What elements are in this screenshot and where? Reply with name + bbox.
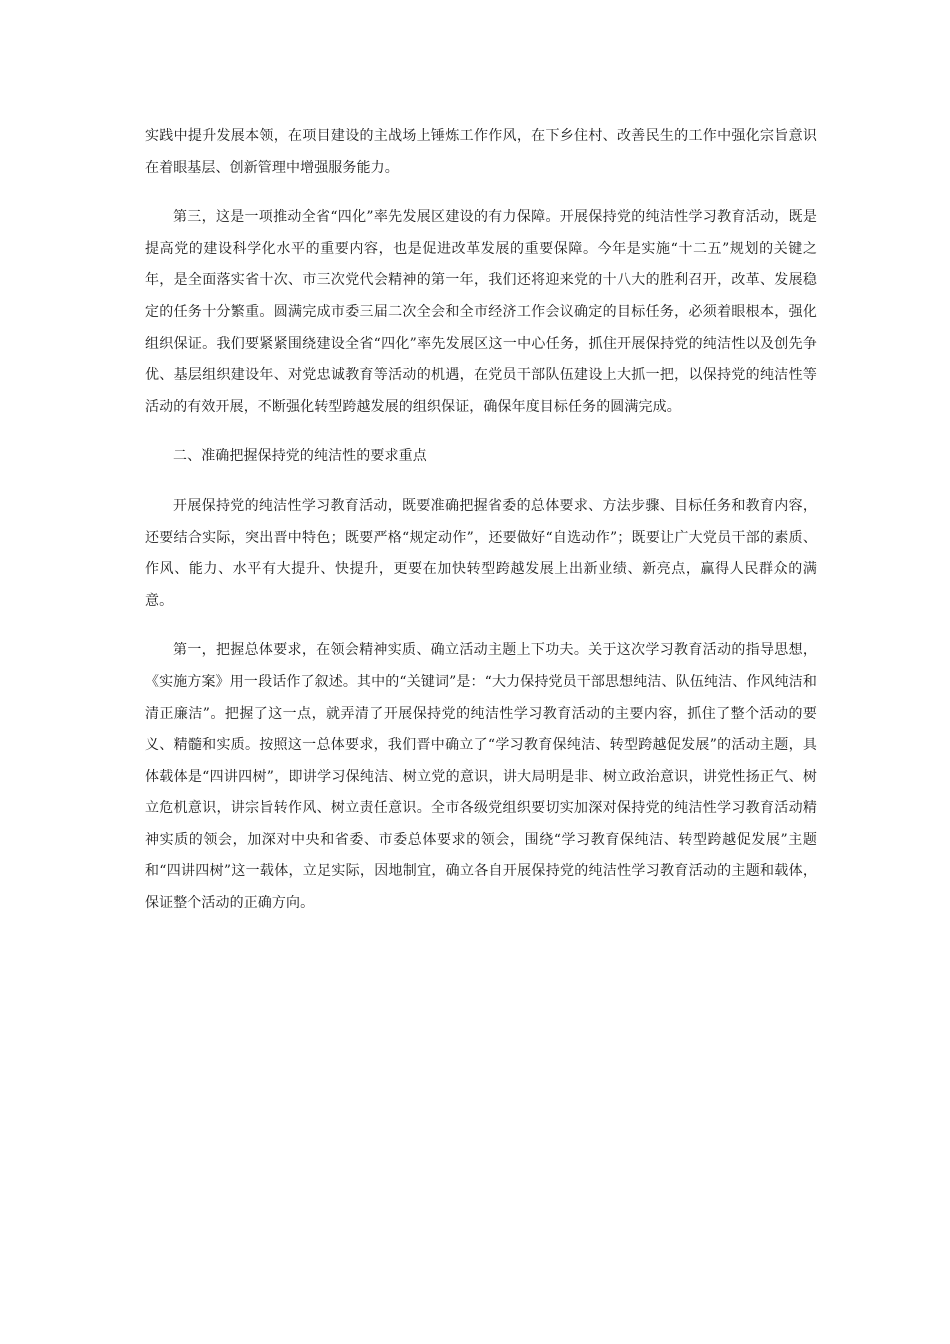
section-heading: 二、准确把握保持党的纯洁性的要求重点 — [173, 448, 427, 465]
paragraph-third-point: 第三，这是一项推动全省“四化”率先发展区建设的有力保障。开展保持党的纯洁性学习教育活动，既是提高党的建设科学化水平的重要内容，也是促进改革发展的重要保障。今年是实施“十二五”规划的关键之年，是全面落实省十次、市三次党代会精神的第一年，我们还将迎来党的十八大的胜利召开，改革、发展稳定的任务十分繁重。圆满完成市委三届二次全会和全市经济工作会议确定的目标任务，必须着眼根本，强化组织保证。我们要紧紧围绕建设全省“四化”率先发展区这一中心任务，抓住开展保持党的纯洁性以及创先争优、基层组织建设年、对党忠诚教育等活动的机遇，在党员干部队伍建设上大抓一把，以保持党的纯洁性等活动的有效开展，不断强化转型跨越发展的组织保证，确保年度目标任务的圆满完成。 — [145, 209, 817, 415]
paragraph-requirements: 开展保持党的纯洁性学习教育活动，既要准确把握省委的总体要求、方法步骤、目标任务和教育内容，还要结合实际，突出晋中特色；既要严格“规定动作”，还要做好“自选动作”；既要让广大党员干部的素质、作风、能力、水平有大提升、快提升，更要在加快转型跨越发展上出新业绩、新亮点，赢得人民群众的满意。 — [145, 497, 817, 609]
paragraph-first-point: 第一，把握总体要求，在领会精神实质、确立活动主题上下功夫。关于这次学习教育活动的指导思想，《实施方案》用一段话作了叙述。其中的“关键词”是：“大力保持党员干部思想纯洁、队伍纯洁、作风纯洁和清正廉洁”。把握了这一点，就弄清了开展保持党的纯洁性学习教育活动的主要内容，抓住了整个活动的要义、精髓和实质。按照这一总体要求，我们晋中确立了“学习教育保纯洁、转型跨越促发展”的活动主题，具体载体是“四讲四树”，即讲学习保纯洁、树立党的意识，讲大局明是非、树立政治意识，讲党性扬正气、树立危机意识，讲宗旨转作风、树立责任意识。全市各级党组织要切实加深对保持党的纯洁性学习教育活动精神实质的领会，加深对中央和省委、市委总体要求的领会，围绕“学习教育保纯洁、转型跨越促发展”主题和“四讲四树”这一载体，立足实际，因地制宜，确立各自开展保持党的纯洁性学习教育活动的主题和载体，保证整个活动的正确方向。 — [145, 642, 817, 912]
document-body — [145, 121, 817, 920]
paragraph-continuation: 实践中提升发展本领，在项目建设的主战场上锤炼工作作风，在下乡住村、改善民生的工作中强化宗旨意识在着眼基层、创新管理中增强服务能力。 — [145, 128, 817, 176]
